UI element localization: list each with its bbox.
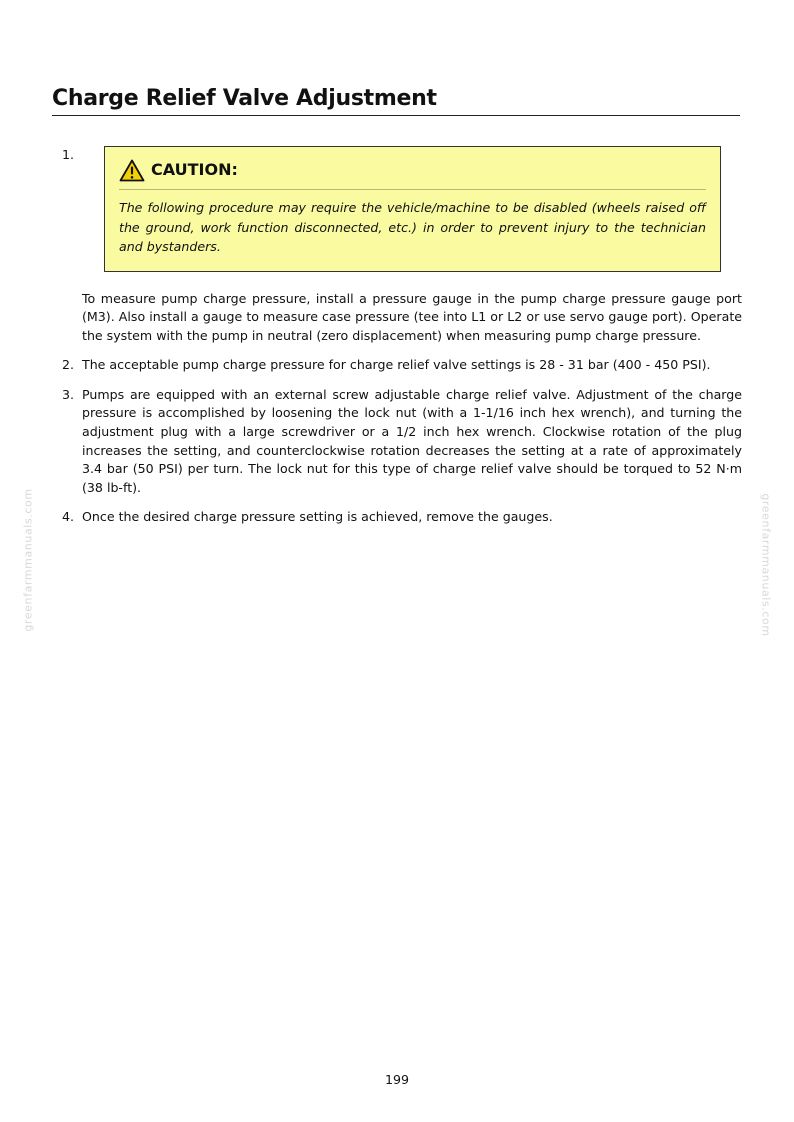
caution-text: The following procedure may require the vehicle/machine to be disabled (wheels raised off the ground, work function disconnected, etc.) in order to prevent injury to the technician and bystanders.: [119, 200, 706, 254]
step-number: 1.: [62, 147, 75, 162]
step-number: 3.: [62, 386, 75, 402]
caution-header: [119, 159, 706, 190]
step-item: [62, 356, 742, 375]
step-text: Once the desired charge pressure setting is achieved, remove the gauges.: [82, 509, 553, 525]
step-item: [62, 508, 742, 527]
step-text: The acceptable pump charge pressure for charge relief valve settings is 28 - 31 bar (400 - 450 PSI).: [82, 357, 711, 373]
warning-triangle-icon: [119, 159, 145, 182]
page-title: Charge Relief Valve Adjustment: [52, 86, 740, 116]
watermark-right: greenfarmmanuals.com: [759, 493, 773, 637]
step-text: Pumps are equipped with an external screw adjustable charge relief valve. Adjustment of the charge pressure is accomplished by loosening the lock nut (with a 1-1/16 inch hex wrench), and turning the adjustment plug with a large screwdriver or a 1/2 inch hex wrench. Clockwise rotation of the plug increases the setting, and counterclockwise rotation decreases the setting at a rate of approximately 3.4 bar (50 PSI) per turn. The lock nut for this type of charge relief valve should be torqued to 52 N·m (38 lb-ft).: [82, 386, 742, 495]
procedure-steps: [62, 142, 742, 538]
caution-title: CAUTION:: [151, 160, 238, 180]
caution-box: [104, 146, 721, 272]
page-number: 199: [384, 1072, 410, 1087]
step-text: To measure pump charge pressure, install a pressure gauge in the pump charge pressure gauge port (M3). Also install a gauge to measure case pressure (tee into L1 or L2 or use servo gauge port). Operate the system with the pump in neutral (zero displacement) when measuring pump charge pressure.: [82, 290, 742, 343]
step-item: [62, 146, 742, 345]
step-number: 4.: [62, 509, 75, 525]
watermark-left: greenfarmmanuals.com: [21, 488, 35, 632]
step-item: [62, 386, 742, 498]
step-number: 2.: [62, 357, 75, 373]
